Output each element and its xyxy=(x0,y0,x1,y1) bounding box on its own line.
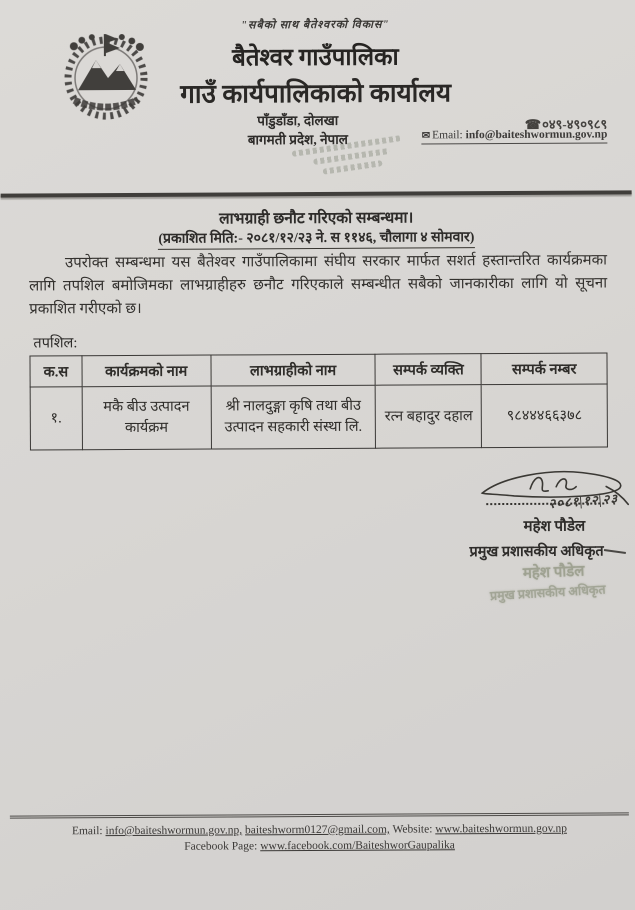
table-row xyxy=(30,384,607,450)
published-date-wrap xyxy=(0,226,634,250)
footer-email1: info@baiteshwormun.gov.np, xyxy=(105,824,243,838)
footer-website-label: Website: xyxy=(392,823,433,836)
footer-line2 xyxy=(2,838,635,853)
email-address: info@baiteshwormun.gov.np xyxy=(465,128,608,142)
envelope-icon: ✉ xyxy=(421,130,431,142)
signatory-title xyxy=(452,540,635,561)
header-contact-number: सम्पर्क नम्बर xyxy=(481,353,607,385)
notice-subject: लाभग्राही छनौट गरिएको सम्बन्धमा। xyxy=(219,209,414,228)
municipality-name: बैतेश्वर गाउँपालिका xyxy=(232,44,399,72)
header-sn: क.स xyxy=(30,356,82,387)
address-line1: पाँडुडाँडा, दोलखा xyxy=(257,112,339,129)
header-beneficiary: लाभग्राहीको नाम xyxy=(211,354,376,386)
header-program: कार्यक्रमको नाम xyxy=(82,355,211,387)
cell-contact-number: ९८४४४६६३७८ xyxy=(481,384,607,448)
header-email-line xyxy=(422,128,608,144)
handwritten-date: २०८१|१२|२३ xyxy=(547,490,619,512)
footer-facebook-label: Facebook Page: xyxy=(184,840,258,853)
beneficiary-table xyxy=(29,352,607,450)
phone-number: ०४९-४९०९८९ xyxy=(542,116,608,132)
cell-sn: १. xyxy=(30,387,82,450)
email-label: Email: xyxy=(432,129,463,142)
header-slogan: "सबैको साथ बैतेश्वरको विकास" xyxy=(240,18,390,32)
pen-stroke xyxy=(604,549,626,554)
published-date-line: (प्रकाशित मिति:- २०८१/१२/२३ ने. स ११४६, चौलागा ४ सोमवार) xyxy=(158,227,474,250)
signatory-title-text: प्रमुख प्रशासकीय अधिकृत xyxy=(469,543,604,561)
signatory-name: महेश पौडेल xyxy=(523,518,586,535)
cell-program: मकै बीउ उत्पादन कार्यक्रम xyxy=(82,386,211,450)
cell-beneficiary: श्री नालदुङ्गा कृषि तथा बीउ उत्पादन सहकारी संस्था लि. xyxy=(211,385,376,449)
footer-website: www.baiteshwormun.gov.np xyxy=(435,822,567,836)
footer-divider xyxy=(10,812,629,818)
office-name: गाउँ कार्यपालिकाको कार्यालय xyxy=(180,78,452,109)
header-contact-person: सम्पर्क व्यक्ति xyxy=(375,354,481,386)
table-header-row xyxy=(30,353,607,387)
footer-facebook: www.facebook.com/BaiteshworGaupalika xyxy=(260,839,455,853)
stamp-title: प्रमुख प्रशासकीय अधिकृत xyxy=(489,582,606,604)
address-line2: बागमती प्रदेश, नेपाल xyxy=(247,131,348,148)
table-label: तपशिल: xyxy=(33,335,78,352)
telephone-icon: ☎ xyxy=(524,116,542,132)
footer-line1 xyxy=(2,822,635,837)
footer-email2: baiteshworm0127@gmail.com, xyxy=(244,823,390,837)
footer-email-label: Email: xyxy=(71,825,103,838)
notice-body-paragraph: उपरोक्त सम्बन्धमा यस बैतेश्वर गाउँपालिकामा संघीय सरकार मार्फत सशर्त हस्तान्तरित कार्यक्रमका लागि तपशिल बमोजिमका लाभग्राहीहरु छनौट गरिएकाले सम्बन्धीत सबैको जानकारीका लागि यो सूचना प्रकाशित गरीएको छ। xyxy=(29,252,608,318)
cell-contact-person: रत्न बहादुर दहाल xyxy=(376,385,482,449)
stamp-name: महेश पौडेल xyxy=(522,563,585,582)
